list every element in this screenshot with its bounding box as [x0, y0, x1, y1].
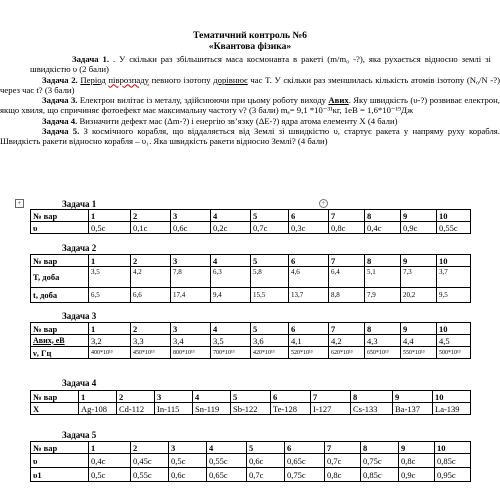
table-3-cell: 400*10¹³ [89, 347, 131, 359]
table-3-cell: 4,1 [289, 335, 329, 347]
table-4-header-cell: 6 [271, 391, 311, 403]
table-4-cell: Sb-122 [231, 403, 271, 415]
table-2-cell: 20,2 [401, 288, 437, 303]
table-2-cell: 7,8 [171, 267, 211, 288]
table-5-cell: 0,7c [325, 454, 361, 468]
table-5-cell: 0,9c [399, 468, 435, 482]
table-1-cell: 0,8c [329, 222, 365, 234]
table-2-cell: 6,5 [89, 288, 131, 303]
table-5-cell: 0,6c [247, 454, 285, 468]
table-4-cell: Sn-119 [193, 403, 231, 415]
table-1-header-cell: 10 [437, 210, 471, 222]
table-5-cell: 0,75c [285, 468, 325, 482]
table-2-header-cell: 10 [437, 255, 471, 267]
table-3-cell: 4,2 [329, 335, 365, 347]
table-5-cell: 0,45c [131, 454, 169, 468]
table-5-cell: 0,5c [169, 454, 207, 468]
task-5-text: З космічного корабля, що віддаляється від Землі зі швидкістю υ, стартує ракета у напряму руху корабля. Швидкість ракети відносно корабля – υ₁. Яка швидкість ракети відносно Землі? (4 бали) [0, 126, 500, 147]
table-3-cell: 4,4 [401, 335, 437, 347]
table-2-cell: 15,5 [251, 288, 289, 303]
table-2-header-cell: № вар [31, 255, 89, 267]
table-2-cell: 7,9 [365, 288, 401, 303]
table-1-header-cell: 6 [289, 210, 329, 222]
table-5-cell: 0,7c [247, 468, 285, 482]
table-5-header-cell: 6 [285, 442, 325, 454]
task-1-paragraph [30, 54, 491, 75]
table-1-header-cell: 7 [329, 210, 365, 222]
table-3-row-label-text: Aвих, еВ [33, 335, 65, 345]
table-3-cell: 3,5 [211, 335, 251, 347]
table-2-row-label: t, доба [31, 288, 89, 303]
task-3-text-a: Електрон вилітає із металу, здійснюючи при цьому роботу виходу [77, 95, 329, 106]
table-4-row-label: X [31, 403, 79, 415]
table-5 [30, 441, 471, 482]
table-2-cell: 8,8 [329, 288, 365, 303]
table-2-header-cell: 7 [329, 255, 365, 267]
table-3-cell: 800*10¹³ [171, 347, 211, 359]
table-3-cell: 420*10¹³ [251, 347, 289, 359]
table-5-row-label: υ1 [31, 468, 89, 482]
move-handle-icon[interactable]: + [15, 199, 24, 208]
table-row [31, 222, 471, 234]
table-3-cell: 3,4 [171, 335, 211, 347]
table-3-cell: 650*10¹³ [365, 347, 401, 359]
table-2 [30, 254, 471, 303]
table-5-cell: 0,4c [89, 454, 131, 468]
table-4-header-cell: 4 [193, 391, 231, 403]
task-2-underlined-word: Період [80, 74, 106, 85]
table-4-cell: I-127 [311, 403, 351, 415]
table-5-cell: 0,65c [285, 454, 325, 468]
table-5-cell: 0,95c [435, 468, 471, 482]
table-2-cell: 5,1 [365, 267, 401, 288]
task-2-text-mid: певного ізотопу [148, 74, 214, 85]
table-4-cell: Te-128 [271, 403, 311, 415]
task-3-paragraph [0, 95, 500, 116]
table-2-cell: 17,4 [171, 288, 211, 303]
table-3-cell: 4,3 [365, 335, 401, 347]
table-1-header-cell: 5 [251, 210, 289, 222]
table-5-cell: 0,8c [399, 454, 435, 468]
table-2-cell: 6,3 [211, 267, 251, 288]
table-1-header-cell: № вар [31, 210, 89, 222]
table-3-cell: 550*10¹³ [401, 347, 437, 359]
table-1-header-cell: 3 [171, 210, 211, 222]
table-3-label: Задача 3 [62, 311, 97, 321]
task-4-paragraph [0, 116, 500, 126]
table-5-header-cell: 5 [247, 442, 285, 454]
task-4-label: Задача 4. [42, 115, 78, 126]
table-4-header-cell: 2 [117, 391, 155, 403]
table-4-cell: Ag-108 [79, 403, 117, 415]
table-2-header-cell: 2 [131, 255, 171, 267]
table-3-header-cell: 3 [171, 323, 211, 335]
table-2-cell: 4,6 [289, 267, 329, 288]
table-5-cell: 0,8c [325, 468, 361, 482]
table-row [31, 391, 471, 403]
table-row [31, 442, 471, 454]
table-2-header-cell: 6 [289, 255, 329, 267]
table-2-cell: 9,5 [437, 288, 471, 303]
task-5-paragraph [0, 126, 500, 147]
table-2-cell: 6,4 [329, 267, 365, 288]
task-3-text-b: . Яку швидкість (υ-?) розвиває електрон, якщо хвиля, що спричиняє фотоефект має максимальну частоту ν? (3 бали) mₑ= 9,1 *10⁻³¹кг, 1еВ = 1,6*10⁻¹⁹Дж [0, 95, 500, 116]
table-1-cell: 0,3c [289, 222, 329, 234]
table-1-cell: 0,7c [251, 222, 289, 234]
table-row [31, 210, 471, 222]
table-4-cell: La-139 [433, 403, 471, 415]
table-1-cell: 0,55c [437, 222, 471, 234]
table-5-header-cell: 4 [207, 442, 247, 454]
table-2-header-cell: 3 [171, 255, 211, 267]
table-3-cell: 3,6 [251, 335, 289, 347]
table-5-cell: 0,55c [207, 454, 247, 468]
table-4-cell: Cs-133 [351, 403, 393, 415]
table-5-row-label: υ [31, 454, 89, 468]
table-2-cell: 13,7 [289, 288, 329, 303]
table-3-header-cell: № вар [31, 323, 89, 335]
task-2-spellcheck-word: піврозпаду [108, 74, 149, 85]
table-4-header-cell: 3 [155, 391, 193, 403]
table-1-label: Задача 1 [62, 199, 97, 209]
table-5-cell: 0,85c [435, 454, 471, 468]
table-2-cell: 5,8 [251, 267, 289, 288]
task-3-label: Задача 3. [42, 95, 78, 106]
table-3-row-label [31, 335, 89, 347]
table-5-cell: 0,6c [169, 468, 207, 482]
table-3-cell: 3,2 [89, 335, 131, 347]
table-3-cell: 3,3 [131, 335, 171, 347]
task-2-label: Задача 2. [42, 74, 78, 85]
table-2-cell: 4,2 [131, 267, 171, 288]
table-3-header-cell: 5 [251, 323, 289, 335]
table-row [31, 255, 471, 267]
table-5-header-cell: 8 [361, 442, 399, 454]
table-5-header-cell: 9 [399, 442, 435, 454]
task-1-text: . У скільки раз збільшиться маса космонавта в ракеті (m/m₀ -?), яка рухається відносно землі зі швидкістю υ (2 бали) [30, 54, 491, 75]
table-3-row-label: ν, Гц [31, 347, 89, 359]
table-row [31, 468, 471, 482]
table-5-header-cell: 1 [89, 442, 131, 454]
table-1-cell: 0,1c [131, 222, 171, 234]
table-3-header-cell: 9 [401, 323, 437, 335]
table-2-header-cell: 4 [211, 255, 251, 267]
table-1 [30, 209, 471, 234]
table-2-header-cell: 9 [401, 255, 437, 267]
table-3-cell: 500*10¹³ [437, 347, 471, 359]
table-3-header-cell: 1 [89, 323, 131, 335]
table-3-header-cell: 7 [329, 323, 365, 335]
table-5-cell: 0,85c [361, 468, 399, 482]
table-5-header-cell: 10 [435, 442, 471, 454]
table-2-cell: 3,7 [437, 267, 471, 288]
table-4-header-cell: 7 [311, 391, 351, 403]
table-1-header-cell: 8 [365, 210, 401, 222]
table-4-header-cell: 8 [351, 391, 393, 403]
table-3-header-cell: 6 [289, 323, 329, 335]
table-4-cell: In-115 [155, 403, 193, 415]
table-row [31, 403, 471, 415]
table-3-cell: 700*10¹³ [211, 347, 251, 359]
table-row [31, 335, 471, 347]
table-5-header-cell: 2 [131, 442, 169, 454]
table-1-header-cell: 2 [131, 210, 171, 222]
table-3-cell: 4,5 [437, 335, 471, 347]
table-row [31, 454, 471, 468]
table-4-cell: Ba-137 [393, 403, 433, 415]
document-title: Тематичний контроль №6 [193, 30, 307, 41]
table-row [31, 267, 471, 288]
task-2-paragraph [0, 75, 500, 96]
table-5-cell: 0,65c [207, 468, 247, 482]
task-3-work-function: Aвих [328, 95, 349, 106]
table-2-cell: 7,3 [401, 267, 437, 288]
table-5-header-cell: 3 [169, 442, 207, 454]
table-1-cell: 0,6c [171, 222, 211, 234]
table-4 [30, 390, 471, 415]
table-4-header-cell: № вар [31, 391, 79, 403]
task-2-text-post: час T. У скільки раз зменшилась кількість атомів ізотопу (N₀/N -?) через час t? (3 бали) [0, 74, 500, 95]
table-1-cell: 0,4c [365, 222, 401, 234]
document-subtitle: «Квантова фізика» [208, 41, 292, 52]
table-3-header-cell: 2 [131, 323, 171, 335]
table-1-cell: 0,2c [211, 222, 251, 234]
table-5-label: Задача 5 [62, 430, 97, 440]
table-4-header-cell: 10 [433, 391, 471, 403]
table-2-header-cell: 1 [89, 255, 131, 267]
table-5-cell: 0,75c [361, 454, 399, 468]
table-4-header-cell: 9 [393, 391, 433, 403]
table-2-label: Задача 2 [62, 243, 97, 253]
table-3-cell: 450*10¹³ [131, 347, 171, 359]
table-row [31, 288, 471, 303]
table-4-header-cell: 5 [231, 391, 271, 403]
task-4-text: Визначити дефект мас (Δm-?) і енергію зв’язку (ΔE-?) ядра атома елементу X (4 бали) [77, 115, 398, 126]
table-2-cell: 6,6 [131, 288, 171, 303]
table-row [31, 347, 471, 359]
table-3-header-cell: 10 [437, 323, 471, 335]
table-3-cell: 520*10¹³ [289, 347, 329, 359]
table-5-header-cell: 7 [325, 442, 361, 454]
table-3-cell: 620*10¹³ [329, 347, 365, 359]
table-3-header-cell: 4 [211, 323, 251, 335]
table-1-cell: 0,9c [401, 222, 437, 234]
table-5-cell: 0,55c [131, 468, 169, 482]
table-2-header-cell: 8 [365, 255, 401, 267]
table-5-cell: 0,5c [89, 468, 131, 482]
table-1-cell: 0,5c [89, 222, 131, 234]
table-1-header-cell: 1 [89, 210, 131, 222]
table-2-header-cell: 5 [251, 255, 289, 267]
table-5-header-cell: № вар [31, 442, 89, 454]
table-1-header-cell: 9 [401, 210, 437, 222]
task-2-underlined-word-2: дорівнює [213, 74, 248, 85]
table-3 [30, 322, 471, 359]
table-row [31, 323, 471, 335]
table-2-cell: 9,4 [211, 288, 251, 303]
table-1-header-cell: 4 [211, 210, 251, 222]
table-2-cell: 3,5 [89, 267, 131, 288]
add-column-icon[interactable]: + [319, 199, 328, 208]
table-2-row-label: T, доба [31, 267, 89, 288]
table-4-cell: Cd-112 [117, 403, 155, 415]
table-4-header-cell: 1 [79, 391, 117, 403]
task-1-label: Задача 1. [72, 54, 110, 64]
task-5-label: Задача 5. [42, 126, 80, 137]
table-3-header-cell: 8 [365, 323, 401, 335]
table-4-label: Задача 4 [62, 378, 97, 388]
table-1-row-label: υ [31, 222, 89, 234]
